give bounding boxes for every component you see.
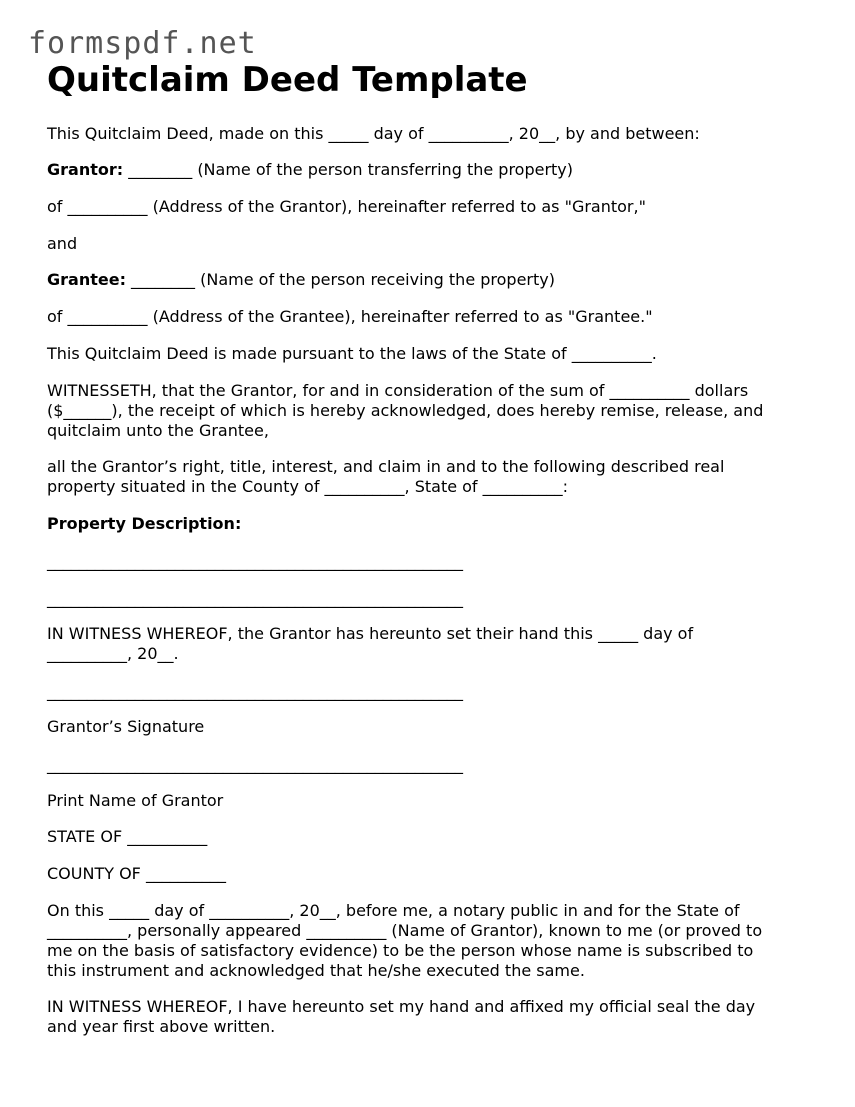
- grantor-line: [47, 160, 817, 180]
- grantor-label: Grantor:: [47, 160, 124, 179]
- grantee-address-line: of __________ (Address of the Grantee), hereinafter referred to as "Grantee.": [47, 307, 653, 326]
- pursuant-paragraph: This Quitclaim Deed is made pursuant to the laws of the State of __________.: [47, 344, 657, 363]
- grantee-label: Grantee:: [47, 270, 126, 289]
- notary-paragraph: On this _____ day of __________, 20__, before me, a notary public in and for the State of __________, personally appeared __________ (Name of Grantor), known to me (or proved to me on the basis of satisfactory evidence) to be the person whose name is subscribed to this instrument and acknowledged that he/she executed the same.: [47, 901, 763, 980]
- watermark-logo: formspdf.net: [28, 26, 257, 61]
- property-line-1: ____________________________________________________: [47, 552, 463, 571]
- grantee-line: [47, 270, 817, 290]
- signature-label: Grantor’s Signature: [47, 717, 205, 736]
- notary-witness-paragraph: IN WITNESS WHEREOF, I have hereunto set my hand and affixed my official seal the day and year first above written.: [47, 997, 756, 1036]
- witnesseth-paragraph: WITNESSETH, that the Grantor, for and in consideration of the sum of __________ dollars ($______), the receipt of which is hereby acknowledged, does hereby remise, release, and quitclaim unto the Grantee,: [47, 381, 764, 440]
- property-description-heading: Property Description:: [47, 514, 242, 533]
- state-of-line: STATE OF __________: [47, 827, 208, 846]
- grantor-text: ________ (Name of the person transferring the property): [123, 160, 574, 179]
- intro-paragraph: This Quitclaim Deed, made on this _____ day of __________, 20__, by and between:: [47, 124, 700, 143]
- and-text: and: [47, 234, 78, 253]
- signature-line: ____________________________________________________: [47, 682, 463, 701]
- grantor-address-line: of __________ (Address of the Grantor), hereinafter referred to as "Grantor,": [47, 197, 646, 216]
- witness-whereof-paragraph: IN WITNESS WHEREOF, the Grantor has hereunto set their hand this _____ day of __________, 20__.: [47, 624, 694, 663]
- rights-paragraph: all the Grantor’s right, title, interest, and claim in and to the following described real property situated in the County of __________, State of __________:: [47, 457, 725, 496]
- county-of-line: COUNTY OF __________: [47, 864, 226, 883]
- print-name-line: ____________________________________________________: [47, 755, 463, 774]
- print-name-label: Print Name of Grantor: [47, 791, 224, 810]
- property-line-2: ____________________________________________________: [47, 589, 463, 608]
- grantee-text: ________ (Name of the person receiving the property): [125, 270, 555, 289]
- document-title: Quitclaim Deed Template: [47, 60, 528, 100]
